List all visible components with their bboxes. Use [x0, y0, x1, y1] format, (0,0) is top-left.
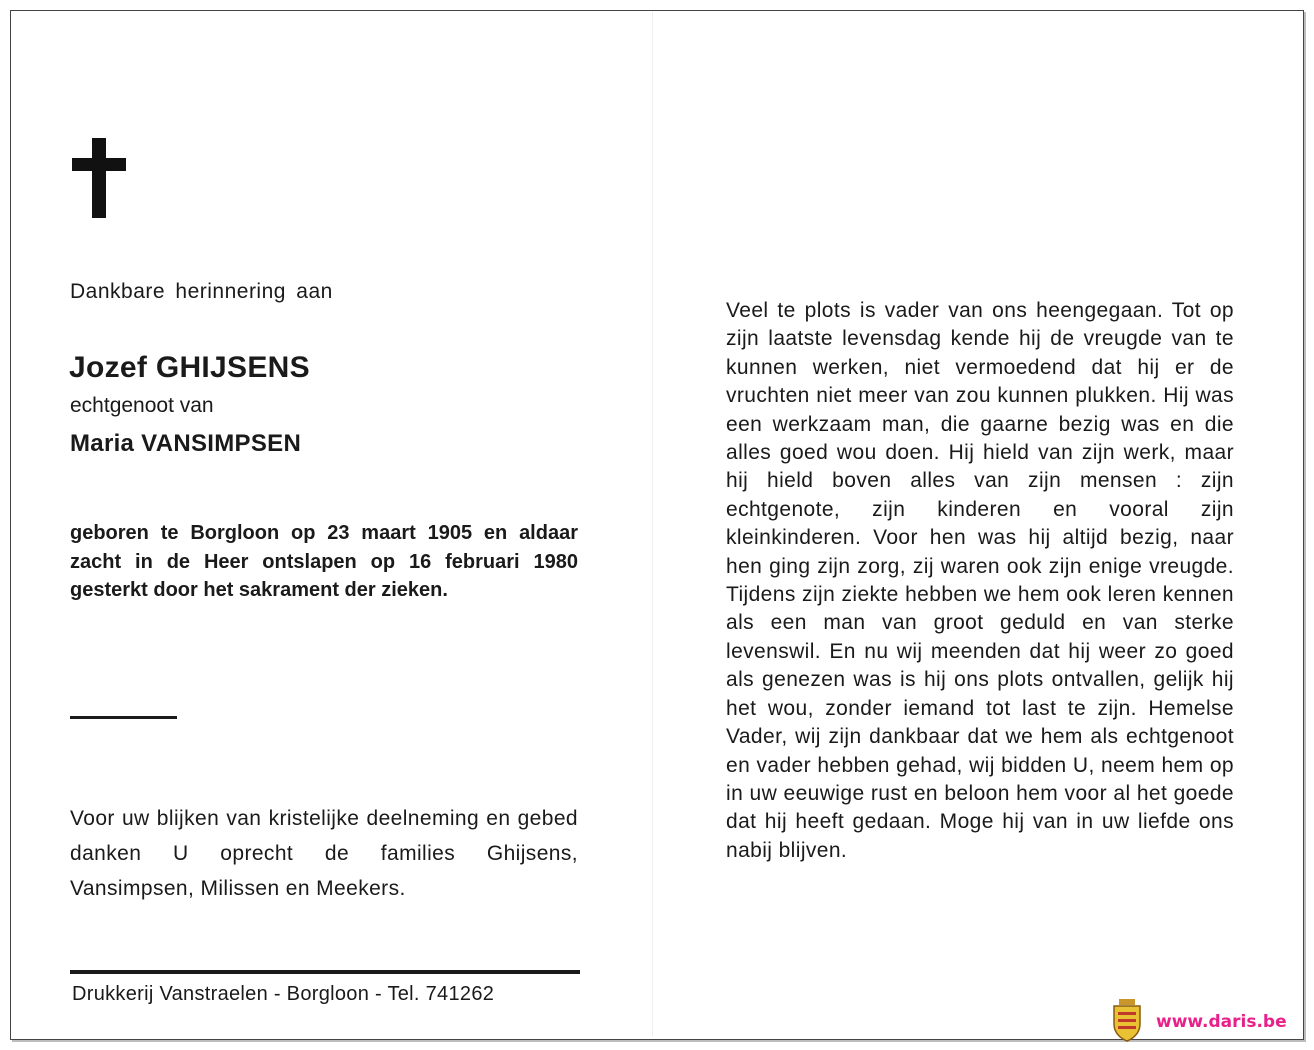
- long-divider: [70, 970, 580, 974]
- spouse-label: echtgenoot van: [70, 394, 214, 417]
- printer-credit: Drukkerij Vanstraelen - Borgloon - Tel. 741262: [72, 983, 495, 1005]
- card-fold-line: [652, 12, 653, 1036]
- deceased-name: Jozef GHIJSENS: [69, 351, 310, 384]
- coat-of-arms-icon: [1110, 998, 1144, 1042]
- short-divider: [70, 716, 177, 719]
- intro-text: Dankbare herinnering aan: [70, 280, 333, 303]
- cross-icon: [72, 138, 126, 218]
- watermark-link[interactable]: www.daris.be: [1156, 1012, 1287, 1032]
- spouse-name: Maria VANSIMPSEN: [70, 430, 302, 457]
- biography-paragraph: geboren te Borgloon op 23 maart 1905 en aldaar zacht in de Heer ontslapen op 16 februari 1980 gesterkt door het sakrament der zieken.: [70, 522, 578, 601]
- memorial-poem: Veel te plots is vader van ons heengegaan. Tot op zijn laatste levensdag kende hij de vreugde van te kunnen werken, niet vermoedend dat hij er de vruchten niet meer van zou kunnen plukken. Hij was een werkzaam man, die gaarne bezig was en die alles goed wou doen. Hij hield van zijn werk, maar hij hield boven alles van zijn mensen : zijn echtgenote, zijn kinderen en vooral zijn kleinkinderen. Voor hen was hij altijd bezig, naar hen ging zijn zorg, zij waren ook zijn enige vreugde. Tijdens zijn ziekte hebben we hem ook leren kennen als een man van groot geduld en van sterke levenswil. En nu wij meenden dat hij weer zo goed als genezen was is hij ons plots ontvallen, gelijk hij het wou, zonder iemand tot last te zijn. Hemelse Vader, wij zijn dankbaar dat we hem als echtgenoot en vader hebben gehad, wij bidden U, neem hem op in uw eeuwige rust en beloon hem voor al het goede dat hij heeft gedaan. Moge hij van in uw liefde ons nabij blijven.: [726, 299, 1234, 862]
- thanks-paragraph: Voor uw blijken van kristelijke deelneming en gebed danken U oprecht de families Ghijsens, Vansimpsen, Milissen en Meekers.: [70, 807, 578, 900]
